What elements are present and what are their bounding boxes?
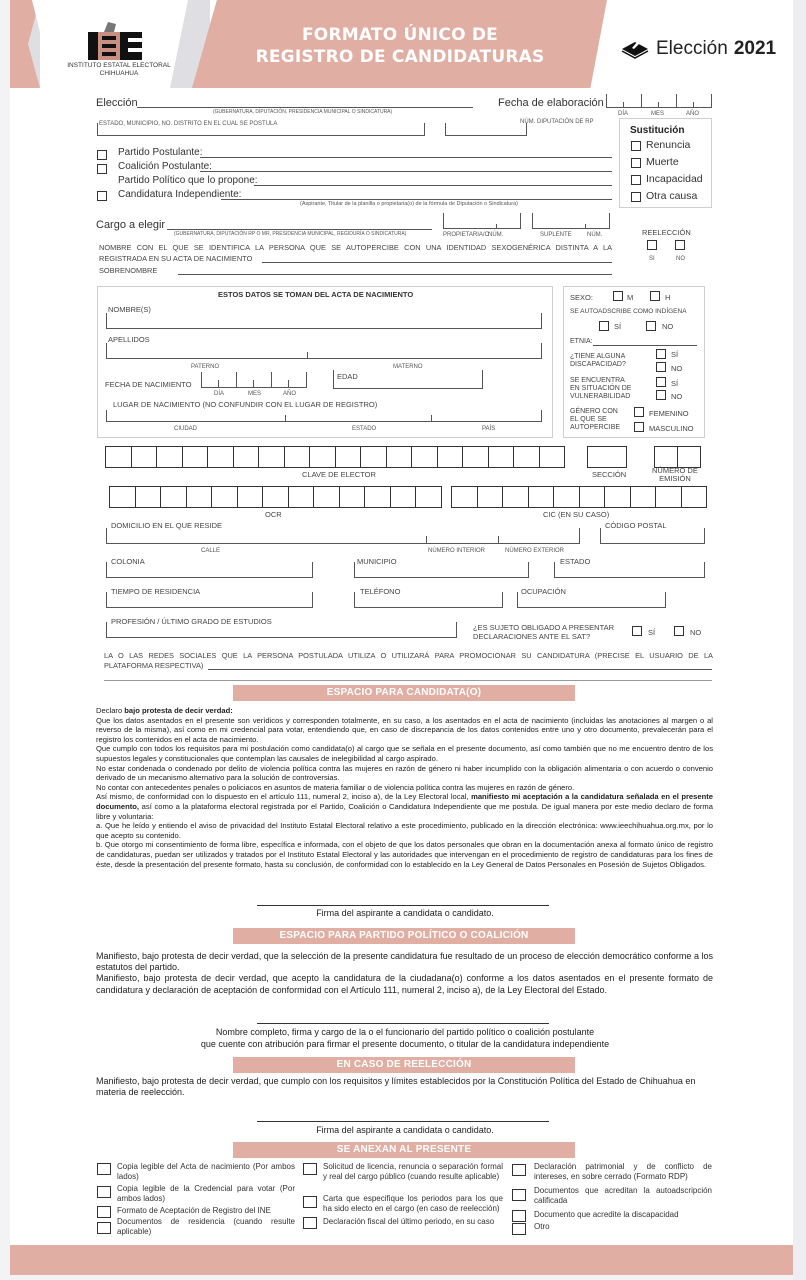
codigo-postal-label: CÓDIGO POSTAL [605, 521, 667, 530]
cic-input[interactable] [452, 486, 707, 508]
candidata-declaration [96, 706, 713, 869]
election-year: 2021 [733, 38, 777, 59]
identidad-sexogenerica-input[interactable] [262, 262, 612, 263]
seccion-input[interactable] [588, 446, 627, 468]
character-box[interactable] [135, 486, 162, 508]
partido-signature-label [110, 1026, 700, 1050]
nacimiento-dia-label: DÍA [214, 391, 225, 397]
pais-label: PAÍS [482, 426, 496, 432]
genero-label-2: EL QUE SE [570, 416, 607, 423]
num-diputacion-rp-label: NÚM. DIPUTACIÓN DE RP [520, 119, 594, 125]
sustitucion-muerte-label: Muerte [646, 156, 679, 168]
sustitucion-renuncia-checkbox[interactable] [631, 141, 641, 151]
lugar-nacimiento-label: LUGAR DE NACIMIENTO (NO CONFUNDIR CON EL LUGAR DE REGISTRO) [113, 400, 378, 409]
iee-logo-icon [88, 22, 144, 60]
election-2021-logo [620, 38, 776, 60]
ocupacion-input[interactable] [517, 592, 666, 608]
genero-label-1: GÉNERO CON [570, 408, 618, 415]
vulnerabilidad-no-label: NO [671, 392, 683, 401]
propietaria-num-label: NÚM. [488, 232, 504, 238]
anexo-autoadscripcion-checkbox[interactable] [512, 1189, 526, 1201]
telefono-label: TELÉFONO [360, 587, 401, 596]
reeleccion-signature-label: Firma del aspirante a candidata o candidato. [316, 1125, 494, 1135]
date-tick [658, 102, 659, 108]
discapacidad-label-2: DISCAPACIDAD? [570, 361, 626, 368]
seccion-label: SECCIÓN [592, 470, 627, 479]
profesion-input[interactable] [106, 622, 457, 638]
character-box[interactable] [360, 446, 387, 468]
footer-band [10, 1245, 793, 1275]
anexo-formato-ine-checkbox[interactable] [97, 1206, 111, 1218]
p5-text-2: así como a la plataforma electoral registrada por el Partido, Coalición o Candidatura Independiente que me postula. De igual manera por este medio declaro de forma libre y voluntaria: [96, 801, 713, 821]
cargo-hint: (GUBERNATURA, DIPUTACIÓN RP O MR, PRESIDENCIA MUNICIPAL, REGIDURÍA O SINDICATURA) [174, 231, 407, 237]
reeleccion-band: EN CASO DE REELECCIÓN [233, 1057, 575, 1073]
character-box[interactable] [284, 446, 311, 468]
fecha-mes-label: MES [651, 111, 665, 117]
independiente-hint: (Aspirante, Titular de la planilla o propietaria(o) de la fórmula de Diputación o Sindicatura) [300, 201, 518, 207]
sat-label-1: ¿ES SUJETO OBLIGADO A PRESENTAR [473, 623, 615, 632]
sexo-m-label: M [627, 293, 634, 302]
character-box[interactable] [553, 486, 580, 508]
anexo-declaracion-fiscal-checkbox[interactable] [303, 1217, 317, 1229]
declaro-prefix: Declaro [96, 706, 123, 715]
character-box[interactable] [105, 446, 132, 468]
indigena-si-checkbox[interactable] [599, 321, 609, 331]
form-title-line2: REGISTRO DE CANDIDATURAS [255, 47, 545, 67]
discapacidad-label [570, 353, 626, 369]
municipio-input[interactable] [354, 562, 529, 578]
date-tick [218, 380, 219, 388]
declaration-paragraph-b: b. Que otorgo mi consentimiento de forma libre, específica e informada, con el objeto de que los datos personales que obran en la documentación anexa al formato único de registro de candidaturas, puedan ser utilizados y tratados por el Instituto Estatal Electoral y las autoridades que intervengan en el procedimiento de registro de candidaturas para los fines de éste, desde la presentación del presente formato, hasta su conclusión, de conformidad con lo establecido en la Ley General de Datos Personales en Posesión de Sujetos Obligados. [96, 840, 713, 869]
partido-signature-line[interactable] [257, 1023, 549, 1024]
character-box[interactable] [415, 486, 442, 508]
character-box[interactable] [313, 486, 340, 508]
declaration-paragraph: Que los datos asentados en el presente son verídicos y corresponden totalmente, en su caso, a los asentados en el acta de nacimiento (incluidas las anotaciones al margen o al reverso de la misma), así como en mi credencial para votar, entendiendo que, en caso de discrepancia de los datos contenidos entre uno y otro documento, prevalecerán para el registro los contenidos en el acta de nacimiento. [96, 715, 713, 744]
etnia-label: ETNIA: [570, 338, 593, 345]
character-box[interactable] [156, 446, 183, 468]
discapacidad-si-label: SÍ [671, 350, 679, 359]
form-title [220, 24, 580, 68]
nombres-input[interactable] [106, 313, 542, 329]
sobrenombre-input[interactable] [178, 274, 612, 275]
sustitucion-title: Sustitución [630, 125, 685, 136]
redes-sociales-input-2[interactable] [104, 680, 712, 681]
declaration-paragraph [96, 792, 713, 821]
partido-signature-label-2: que cuente con atribución para firmar el presente documento, o titular de la candidatura independiente [200, 1039, 610, 1049]
domicilio-estado-label: ESTADO [560, 557, 591, 566]
redes-sociales-input[interactable] [208, 669, 712, 670]
anexo-discapacidad-checkbox[interactable] [512, 1210, 526, 1222]
date-tick [623, 102, 624, 108]
anexo-licencia-checkbox[interactable] [303, 1163, 317, 1175]
anexo-declaracion-fiscal-label: Declaración fiscal del último periodo, en su caso [323, 1217, 495, 1226]
character-box[interactable] [513, 446, 540, 468]
eleccion-input[interactable] [137, 107, 473, 108]
vulnerabilidad-si-checkbox[interactable] [656, 377, 666, 387]
character-box[interactable] [462, 446, 489, 468]
anexo-credencial-checkbox[interactable] [97, 1186, 111, 1198]
clave-elector-input[interactable] [106, 446, 565, 468]
ocupacion-label: OCUPACIÓN [521, 587, 566, 596]
municipio-label: MUNICIPIO [357, 557, 397, 566]
ballot-box-icon [620, 39, 650, 59]
reeleccion-no-label: NO [676, 256, 685, 262]
character-box[interactable] [477, 486, 504, 508]
indigena-si-label: SÍ [614, 322, 622, 331]
character-box[interactable] [109, 486, 136, 508]
vulnerabilidad-si-label: SÍ [671, 379, 679, 388]
character-box[interactable] [182, 446, 209, 468]
estado-postula-label: ESTADO, MUNICIPIO, NO. DISTRITO EN EL CUAL SE POSTULA [99, 121, 278, 127]
colonia-input[interactable] [106, 562, 313, 578]
cargo-input[interactable] [167, 229, 432, 230]
anexo-patrimonial-checkbox[interactable] [512, 1164, 526, 1176]
coalicion-postulante-label: Coalición Postulante: [118, 161, 212, 172]
calle-label: CALLE [201, 548, 221, 554]
character-box[interactable] [502, 486, 529, 508]
sat-label-2: DECLARACIONES ANTE EL SAT? [473, 632, 591, 641]
sat-label [473, 623, 614, 641]
anexo-residencia-label: Documentos de residencia (cuando resulte aplicable) [117, 1217, 295, 1236]
declaration-paragraph: No estar condenada o condenado por delito de violencia política contra las mujeres en razón de género ni haber incumplido con la obligación alimentaria o con acuerdo o convenio derivado de un mecanismo alternativo para la solución de controversias. [96, 763, 713, 783]
anexos-band: SE ANEXAN AL PRESENTE [233, 1142, 575, 1158]
institute-name-line1: INSTITUTO ESTATAL ELECTORAL [67, 62, 171, 69]
election-word: Elección [656, 38, 728, 59]
declaration-paragraph-a: a. Que he leído y entiendo el aviso de privacidad del Instituto Estatal Electoral relativo a este procedimiento, publicado en la dirección electrónica: www.ieechihuahua.org.mx, por lo que acepto su contenido. [96, 821, 713, 840]
sat-no-label: NO [690, 628, 702, 637]
genero-label-3: AUTOPERCIBE [570, 424, 621, 431]
character-box[interactable] [390, 486, 417, 508]
partido-postulante-checkbox[interactable] [97, 150, 107, 160]
tiempo-residencia-input[interactable] [106, 592, 313, 608]
vulnerabilidad-label-2: EN SITUACIÓN DE [570, 385, 632, 392]
character-box[interactable] [160, 486, 187, 508]
character-box[interactable] [233, 446, 260, 468]
sat-si-label: SÍ [648, 628, 656, 637]
character-box[interactable] [411, 446, 438, 468]
anexo-formato-ine-label: Formato de Aceptación de Registro del INE [117, 1206, 271, 1215]
numero-emision-input[interactable] [655, 446, 701, 468]
espacio-candidata-band: ESPACIO PARA CANDIDATA(O) [233, 685, 575, 701]
sustitucion-otra-causa-label: Otra causa [646, 190, 698, 202]
character-box[interactable] [339, 486, 366, 508]
suplente-input[interactable] [532, 213, 610, 229]
coalicion-postulante-checkbox[interactable] [97, 164, 107, 174]
anexo-periodos-label: Carta que especifique los periodos para los que ha sido electo en el cargo (en caso de reelección) [323, 1194, 503, 1213]
date-tick [693, 102, 694, 108]
character-box[interactable] [681, 486, 708, 508]
domicilio-estado-input[interactable] [554, 562, 705, 578]
registration-form-page [10, 0, 793, 1275]
num-diputacion-rp-input[interactable] [445, 123, 527, 136]
partido-propone-label: Partido Político que lo propone: [118, 175, 258, 186]
lugar-divider [431, 415, 432, 422]
paterno-label: PATERNO [191, 364, 220, 370]
materno-label: MATERNO [393, 364, 423, 370]
anexo-licencia-label: Solicitud de licencia, renuncia o separación formal y real del cargo público (cuando resulte aplicable) [323, 1162, 503, 1181]
date-tick [253, 380, 254, 388]
fecha-nacimiento-label: FECHA DE NACIMIENTO [105, 380, 192, 389]
genero-label [570, 408, 620, 432]
date-tick [288, 380, 289, 388]
propietaria-input[interactable] [443, 213, 521, 229]
partido-declaration [96, 951, 713, 996]
institute-state: CHIHUAHUA [99, 70, 139, 77]
character-box[interactable] [604, 486, 631, 508]
cic-label: CIC (EN SU CASO) [543, 510, 610, 519]
anexo-residencia-checkbox[interactable] [97, 1222, 111, 1234]
lugar-divider [285, 415, 286, 422]
anexo-otro-checkbox[interactable] [512, 1223, 526, 1235]
edad-label: EDAD [337, 372, 358, 381]
ocr-label: OCR [265, 510, 282, 519]
numero-emision-label [652, 467, 698, 483]
anexo-acta-checkbox[interactable] [97, 1163, 111, 1175]
sexo-m-checkbox[interactable] [613, 291, 623, 301]
genero-femenino-checkbox[interactable] [634, 407, 644, 417]
sat-si-checkbox[interactable] [632, 626, 642, 636]
sexo-h-checkbox[interactable] [650, 291, 660, 301]
redes-sociales-label-2: PLATAFORMA RESPECTIVA) [104, 661, 204, 670]
profesion-label: PROFESIÓN / ÚLTIMO GRADO DE ESTUDIOS [111, 617, 272, 626]
fecha-elaboracion-input[interactable] [606, 94, 712, 108]
nacimiento-mes-label: MES [248, 391, 262, 397]
candidatura-independiente-label: Candidatura Independiente: [118, 189, 242, 200]
lugar-nacimiento-input[interactable] [106, 410, 542, 422]
character-box[interactable] [528, 486, 555, 508]
sustitucion-renuncia-label: Renuncia [646, 139, 691, 151]
tiempo-residencia-label: TIEMPO DE RESIDENCIA [111, 587, 201, 596]
reeleccion-si-label: SI [649, 256, 655, 262]
character-box[interactable] [335, 446, 362, 468]
character-box[interactable] [211, 486, 238, 508]
coalicion-postulante-input[interactable] [200, 171, 612, 172]
genero-femenino-label: FEMENINO [649, 409, 689, 418]
codigo-postal-input[interactable] [600, 528, 705, 544]
reeleccion-no-checkbox[interactable] [675, 240, 685, 250]
character-box[interactable] [364, 486, 391, 508]
sustitucion-incapacidad-label: Incapacidad [646, 173, 703, 185]
reeleccion-signature-line[interactable] [257, 1121, 549, 1122]
reeleccion-label: REELECCIÓN [642, 228, 691, 237]
sat-no-checkbox[interactable] [674, 626, 684, 636]
redes-sociales-label: LA O LAS REDES SOCIALES QUE LA PERSONA POSTULADA UTILIZA O UTILIZARÁ PARA PROMOCIONAR SU CANDIDATURA (PRECISE EL USUARIO DE LA [104, 651, 713, 660]
clave-elector-label: CLAVE DE ELECTOR [302, 470, 376, 479]
domicilio-calle-input[interactable] [106, 528, 580, 544]
genero-masculino-checkbox[interactable] [634, 422, 644, 432]
character-box[interactable] [655, 486, 682, 508]
declaro-heading [96, 706, 713, 716]
etnia-input[interactable] [593, 345, 697, 346]
nacimiento-anio-label: AÑO [283, 391, 297, 397]
eleccion-label: Elección [96, 97, 138, 109]
anexo-patrimonial-label: Declaración patrimonial y de conflicto de intereses, en sobre cerrado (Formato RDP) [534, 1162, 712, 1181]
numero-emision-label-1: NÚMERO DE [652, 466, 698, 475]
date-tick [236, 372, 237, 388]
estado-postula-input[interactable] [97, 123, 425, 136]
nombres-label: NOMBRE(S) [108, 305, 151, 314]
declaration-paragraph: Que cumplo con todos los requisitos para mi postulación como candidata(o) al cargo que se señala en el presente documento, así como también que no me encuentro dentro de los supuestos legales y constitucionales que contemplan las causales de inelegibilidad al cargo aspirado. [96, 744, 713, 763]
apellidos-label: APELLIDOS [108, 335, 150, 344]
date-tick [676, 94, 677, 108]
domicilio-divider [498, 536, 499, 544]
sexo-h-label: H [665, 293, 671, 302]
identidad-sexogenerica-label-2: REGISTRADA EN SU ACTA DE NACIMIENTO [99, 254, 253, 263]
apellidos-input[interactable] [106, 343, 542, 359]
form-title-line1: FORMATO ÚNICO DE [301, 25, 498, 45]
character-box[interactable] [630, 486, 657, 508]
character-box[interactable] [579, 486, 606, 508]
candidata-signature-line[interactable] [257, 905, 549, 906]
vulnerabilidad-label [570, 377, 631, 401]
domicilio-label: DOMICILIO EN EL QUE RESIDE [111, 521, 222, 530]
vulnerabilidad-no-checkbox[interactable] [656, 390, 666, 400]
institute-name [60, 62, 178, 78]
vulnerabilidad-label-1: SE ENCUENTRA [570, 377, 625, 384]
p5-text: Así mismo, de conformidad con lo dispuesto en el artículo 111, numeral 2, inciso a), de la Ley Electoral local, [96, 792, 469, 802]
date-tick [641, 94, 642, 108]
character-box[interactable] [451, 486, 478, 508]
sustitucion-otra-causa-checkbox[interactable] [631, 192, 641, 202]
telefono-input[interactable] [354, 592, 503, 608]
character-box[interactable] [186, 486, 213, 508]
character-box[interactable] [309, 446, 336, 468]
reeleccion-si-checkbox[interactable] [647, 240, 657, 250]
eleccion-hint: (GUBERNATURA, DIPUTACIÓN, PRESIDENCIA MUNICIPAL O SINDICATURA) [213, 109, 393, 115]
fecha-anio-label: AÑO [686, 111, 700, 117]
apellidos-divider [307, 352, 308, 359]
anexo-acta-label: Copia legible del Acta de nacimiento (Por ambos lados) [117, 1162, 295, 1181]
domicilio-divider [426, 536, 427, 544]
character-box[interactable] [288, 486, 315, 508]
candidatura-independiente-input[interactable] [221, 199, 612, 200]
discapacidad-no-label: NO [671, 364, 683, 373]
character-box[interactable] [237, 486, 264, 508]
partido-propone-input[interactable] [254, 185, 612, 186]
partido-paragraph: Manifiesto, bajo protesta de decir verdad, que acepto la candidatura de la ciudadana(o) conforme a los datos asentados en el presente formato de candidatura y declaración de aceptación de conformidad con el Artículo 111, numeral 2, inciso a), de la Ley Electoral del Estado. [96, 973, 713, 995]
character-box[interactable] [262, 486, 289, 508]
partido-postulante-input[interactable] [200, 157, 612, 158]
indigena-no-label: NO [662, 322, 674, 331]
espacio-partido-band: ESPACIO PARA PARTIDO POLÍTICO O COALICIÓN [233, 928, 575, 944]
character-box[interactable] [539, 446, 566, 468]
character-box[interactable] [488, 446, 515, 468]
fecha-elaboracion-label: Fecha de elaboración [498, 97, 604, 109]
date-tick [271, 372, 272, 388]
page-scrollbar-track[interactable] [793, 0, 806, 1280]
cargo-tick [496, 224, 497, 229]
partido-postulante-label: Partido Postulante: [118, 147, 203, 158]
num-interior-label: NÚMERO INTERIOR [428, 548, 485, 554]
estado-label: ESTADO [352, 426, 377, 432]
fecha-nacimiento-input[interactable] [201, 372, 307, 388]
ciudad-label: CIUDAD [174, 426, 198, 432]
edad-input[interactable] [333, 370, 483, 389]
ocr-input[interactable] [110, 486, 442, 508]
colonia-label: COLONIA [111, 557, 145, 566]
sexo-label: SEXO: [570, 293, 593, 302]
sobrenombre-label: SOBRENOMBRE [99, 266, 158, 275]
anexo-credencial-label: Copia legible de la Credencial para votar (Por ambos lados) [117, 1184, 295, 1203]
indigena-no-checkbox[interactable] [646, 321, 656, 331]
form-header [10, 0, 793, 88]
discapacidad-si-checkbox[interactable] [656, 349, 666, 359]
anexo-autoadscripcion-label: Documentos que acreditan la autoadscripción calificada [534, 1186, 712, 1205]
candidatura-independiente-checkbox[interactable] [97, 191, 107, 201]
reeleccion-paragraph: Manifiesto, bajo protesta de decir verdad, que cumplo con los requisitos y límites establecidos por la Constitución Política del Estado de Chihuahua en materia de reelección. [96, 1076, 696, 1098]
declaro-bold: bajo protesta de decir verdad: [124, 706, 233, 715]
fecha-dia-label: DÍA [618, 111, 629, 117]
p5-bold: manifiesto mi aceptación a la candidatura señalada en el presente documento, [96, 792, 713, 811]
anexo-periodos-checkbox[interactable] [303, 1196, 317, 1208]
num-exterior-label: NÚMERO EXTERIOR [505, 548, 565, 554]
suplente-label: SUPLENTE [540, 232, 572, 238]
discapacidad-label-1: ¿TIENE ALGUNA [570, 353, 626, 360]
cargo-label: Cargo a elegir [96, 219, 166, 231]
character-box[interactable] [258, 446, 285, 468]
partido-paragraph: Manifiesto, bajo protesta de decir verdad, que la selección de la presente candidatura fue resultado de un proceso de elección democrático conforme a los estatutos del partido. [96, 951, 713, 973]
sustitucion-muerte-checkbox[interactable] [631, 158, 641, 168]
discapacidad-no-checkbox[interactable] [656, 362, 666, 372]
sustitucion-incapacidad-checkbox[interactable] [631, 175, 641, 185]
declaration-paragraph: No contar con antecedentes penales o policiacos en asuntos de materia familiar o de violencia política contra las mujeres en razón de género. [96, 782, 575, 792]
suplente-num-label: NÚM. [587, 232, 603, 238]
propietaria-label: PROPIETARIA/O [443, 232, 490, 238]
acta-panel-title: ESTOS DATOS SE TOMAN DEL ACTA DE NACIMIENTO [218, 290, 414, 299]
character-box[interactable] [207, 446, 234, 468]
vulnerabilidad-label-3: VULNERABILIDAD [570, 393, 631, 400]
character-box[interactable] [437, 446, 464, 468]
genero-masculino-label: MASCULINO [649, 424, 694, 433]
candidata-signature-label: Firma del aspirante a candidata o candidato. [316, 908, 494, 918]
anexo-otro-label: Otro [534, 1222, 550, 1231]
partido-signature-label-1: Nombre completo, firma y cargo de la o el funcionario del partido político o coalición postulante [215, 1027, 595, 1037]
identidad-sexogenerica-label: NOMBRE CON EL QUE SE IDENTIFICA LA PERSONA QUE SE AUTOPERCIBE CON UNA IDENTIDAD SEXOGENÉRICA DISTINTA A LA [99, 243, 612, 252]
character-box[interactable] [131, 446, 158, 468]
anexo-discapacidad-label: Documento que acredite la discapacidad [534, 1210, 679, 1219]
character-box[interactable] [386, 446, 413, 468]
indigena-label: SE AUTOADSCRIBE COMO INDÍGENA [570, 308, 687, 315]
cargo-tick [585, 224, 586, 229]
numero-emision-label-2: EMISIÓN [659, 474, 691, 483]
